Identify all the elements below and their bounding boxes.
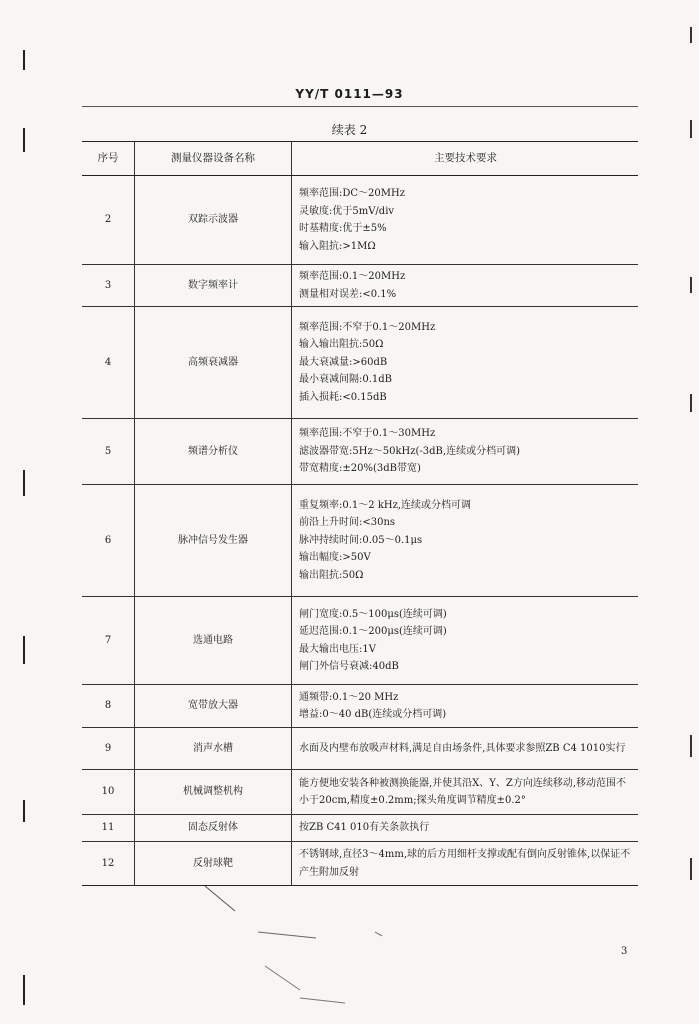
requirement-line: 最大输出电压:1V	[299, 643, 376, 655]
requirements-cell	[292, 485, 639, 597]
requirement-line: 插入损耗:<0.15dB	[299, 391, 387, 403]
table-row	[82, 728, 638, 770]
instrument-name: 频谱分析仪	[135, 419, 292, 485]
requirement-line: 最大衰减量:>60dB	[299, 356, 388, 368]
requirement-line: 增益:0～40 dB(连续或分档可调)	[299, 709, 447, 720]
instrument-name: 脉冲信号发生器	[135, 485, 292, 597]
table-row	[82, 815, 638, 842]
table-header-row	[82, 142, 638, 176]
row-number: 7	[82, 597, 135, 685]
instrument-name: 数字频率计	[135, 265, 292, 307]
table-row	[82, 307, 638, 419]
requirements-cell	[292, 815, 639, 842]
requirement-line: 测量相对误差:<0.1%	[299, 288, 397, 300]
row-number: 3	[82, 265, 135, 307]
requirement-line: 滤波器带宽:5Hz～50kHz(-3dB,连续或分档可调)	[299, 445, 520, 457]
row-number: 8	[82, 685, 135, 728]
requirement-line: 前沿上升时间:<30ns	[299, 517, 396, 529]
requirement-line: 时基精度:优于±5%	[299, 223, 387, 234]
requirements-cell	[292, 597, 639, 685]
table-caption: 续表 2	[331, 123, 368, 137]
requirements-cell	[292, 728, 639, 770]
table-row	[82, 770, 638, 815]
row-number: 2	[82, 176, 135, 265]
requirement-line: 频率范围:0.1～20MHz	[299, 271, 406, 282]
requirement-line: 水面及内壁布放吸声材料,满足自由场条件,具体要求参照ZB C4 1010实行	[299, 742, 626, 754]
requirement-line: 重复频率:0.1～2 kHz,连续或分档可调	[299, 499, 472, 511]
requirement-line: 不锈钢球,直径3～4mm,球的后方用细杆支撑或配有倒向反射锥体,以保证不产生附加反射	[299, 849, 631, 878]
instrument-name: 选通电路	[135, 597, 292, 685]
row-number: 11	[82, 815, 135, 842]
row-number: 6	[82, 485, 135, 597]
requirement-line: 输入输出阻抗:50Ω	[299, 339, 384, 351]
requirement-line: 频率范围:DC～20MHz	[299, 188, 405, 199]
column-header-name: 测量仪器设备名称	[135, 142, 292, 176]
requirement-line: 闸门外信号衰减:40dB	[299, 661, 399, 672]
table-row	[82, 176, 638, 265]
requirement-line: 通频带:0.1～20 MHz	[299, 691, 399, 703]
requirement-line: 按ZB C41 010有关条款执行	[299, 822, 430, 834]
spec-table	[82, 141, 638, 886]
table-row	[82, 485, 638, 597]
requirement-line: 输出幅度:>50V	[299, 552, 371, 564]
requirement-line: 脉冲持续时间:0.05～0.1μs	[299, 534, 423, 546]
instrument-name: 高频衰减器	[135, 307, 292, 419]
requirement-line: 灵敏度:优于5mV/div	[299, 205, 395, 217]
row-number: 10	[82, 770, 135, 815]
row-number: 5	[82, 419, 135, 485]
instrument-name: 反射球靶	[135, 842, 292, 886]
requirements-cell	[292, 685, 639, 728]
column-header-requirements: 主要技术要求	[292, 142, 639, 176]
requirement-line: 输入阻抗:>1MΩ	[299, 240, 376, 252]
requirements-cell	[292, 265, 639, 307]
requirement-line: 频率范围:不窄于0.1～30MHz	[299, 428, 436, 440]
column-header-number: 序号	[82, 142, 135, 176]
requirements-cell	[292, 419, 639, 485]
table-row	[82, 842, 638, 886]
instrument-name: 固态反射体	[135, 815, 292, 842]
instrument-name: 机械调整机构	[135, 770, 292, 815]
table-row	[82, 597, 638, 685]
instrument-name: 双踪示波器	[135, 176, 292, 265]
requirements-cell	[292, 176, 639, 265]
requirement-line: 延迟范围:0.1～200μs(连续可调)	[299, 626, 447, 637]
requirements-cell	[292, 770, 639, 815]
table-row	[82, 685, 638, 728]
requirement-line: 能方便地安装各种被测换能器,并使其沿X、Y、Z方向连续移动,移动范围不小于20cm,精度±0.2mm;探头角度调节精度±0.2°	[299, 777, 627, 806]
row-number: 9	[82, 728, 135, 770]
requirement-line: 输出阻抗:50Ω	[299, 569, 364, 581]
page-number: 3	[621, 946, 628, 957]
instrument-name: 宽带放大器	[135, 685, 292, 728]
table-row	[82, 265, 638, 307]
requirement-line: 闸门宽度:0.5～100μs(连续可调)	[299, 608, 447, 620]
header-rule	[82, 106, 638, 107]
requirements-cell	[292, 307, 639, 419]
row-number: 4	[82, 307, 135, 419]
requirement-line: 带宽精度:±20%(3dB带宽)	[299, 463, 421, 475]
row-number: 12	[82, 842, 135, 886]
table-row	[82, 419, 638, 485]
requirement-line: 最小衰减间隔:0.1dB	[299, 374, 393, 386]
instrument-name: 消声水槽	[135, 728, 292, 770]
requirements-cell	[292, 842, 639, 886]
requirement-line: 频率范围:不窄于0.1～20MHz	[299, 321, 436, 333]
standard-code: YY/T 0111—93	[295, 87, 404, 101]
